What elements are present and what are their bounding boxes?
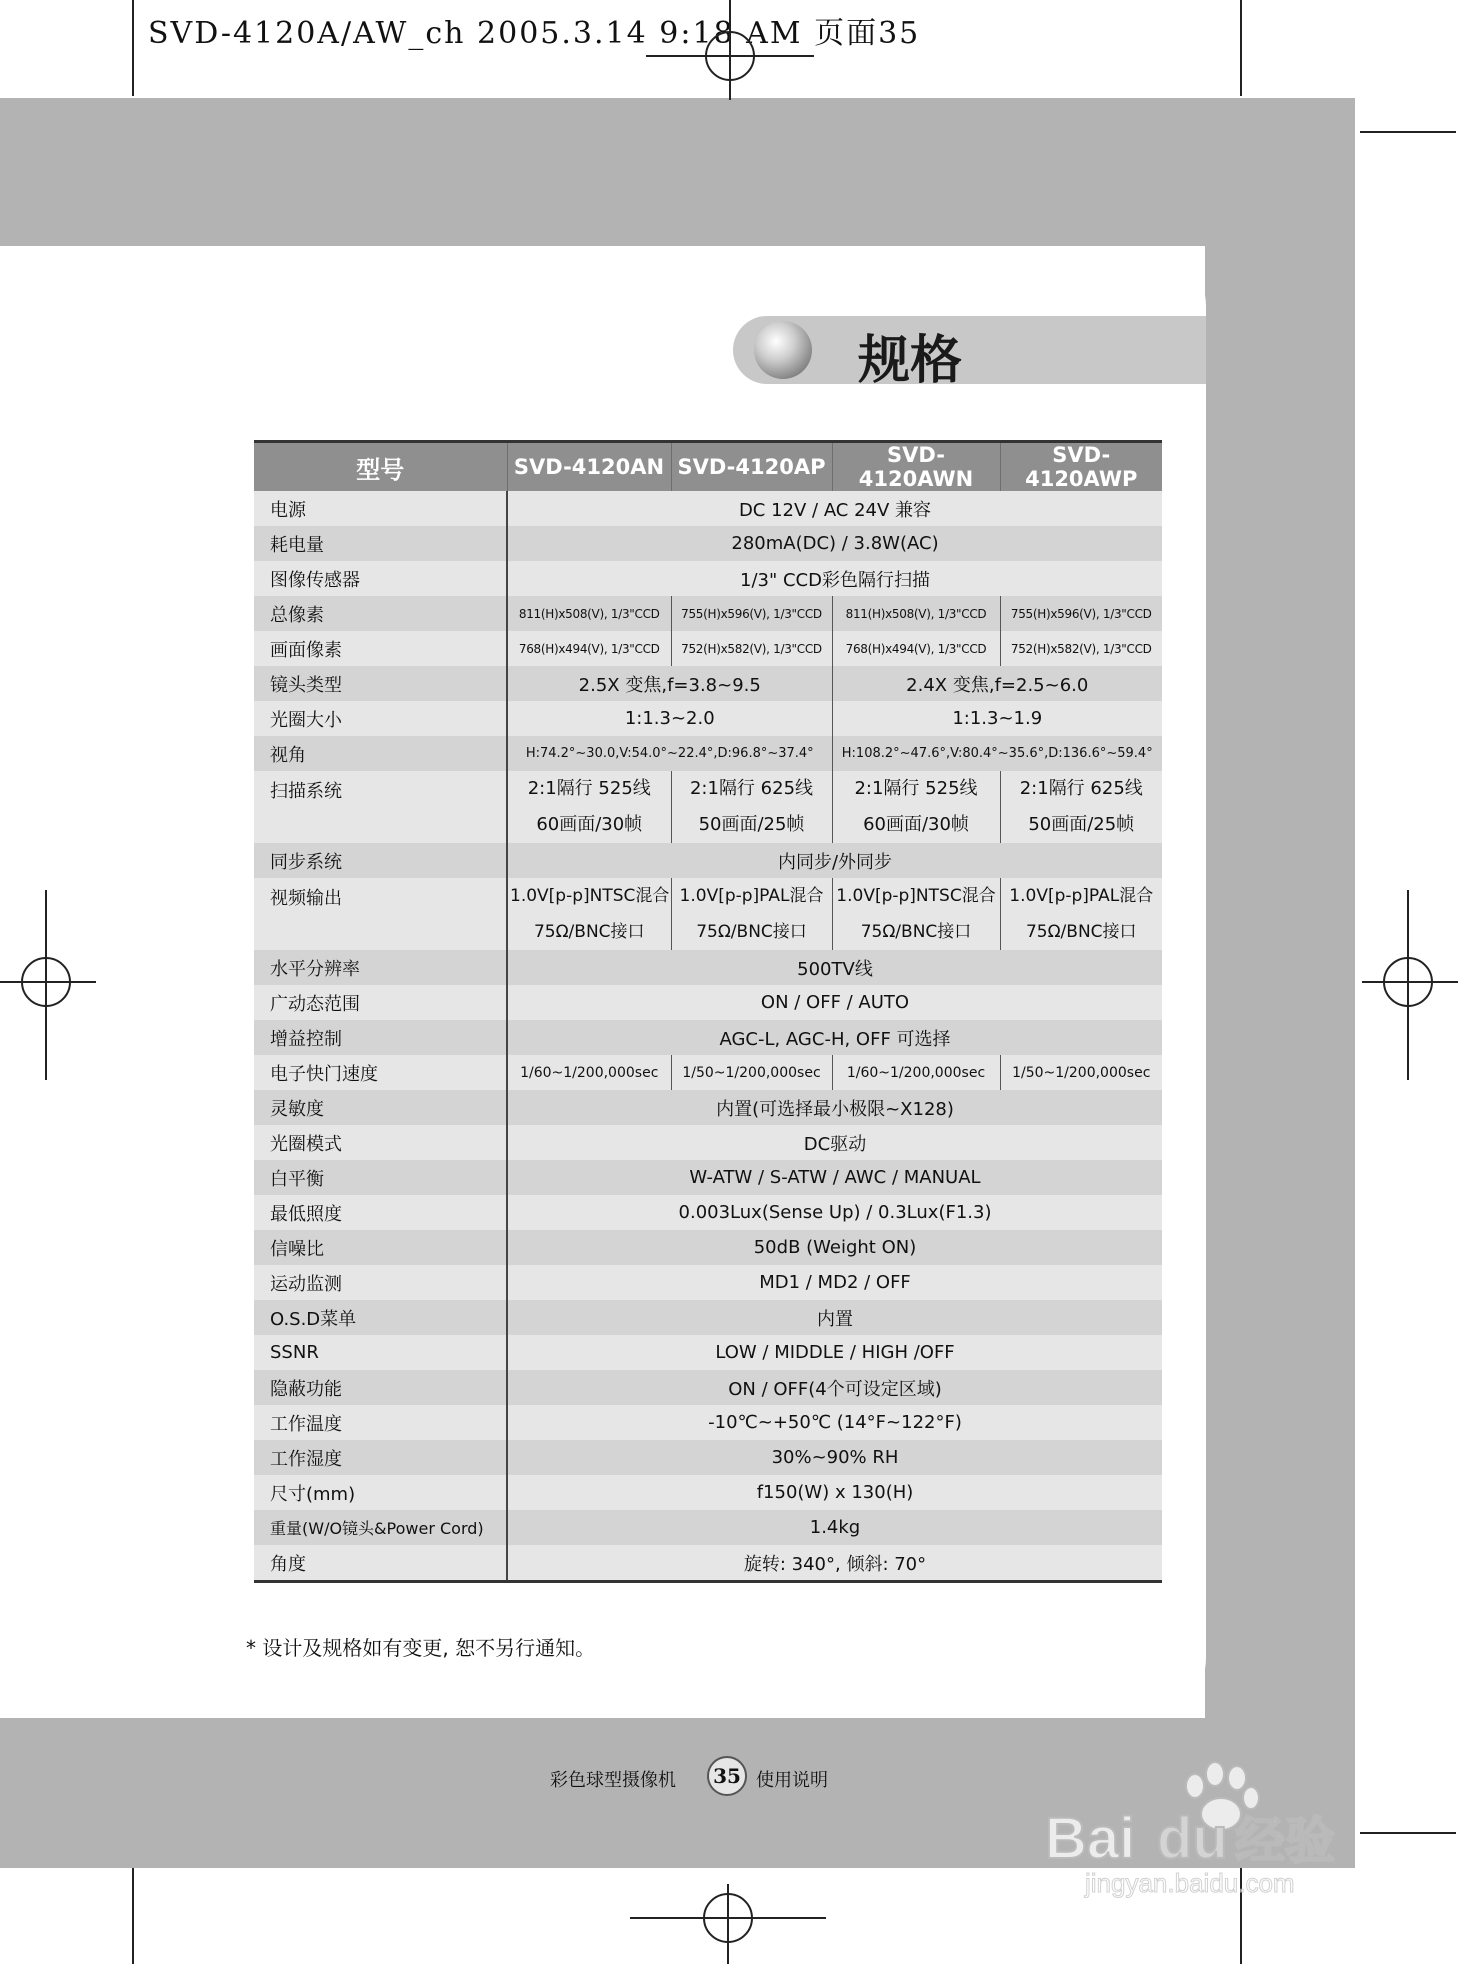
row-label: 尺寸(mm): [254, 1475, 507, 1510]
row-value-cell: [1000, 771, 1162, 843]
row-value-cell: [507, 878, 671, 950]
row-label: 工作温度: [254, 1405, 507, 1440]
row-value: 2:1隔行 625线: [689, 778, 814, 799]
header-svd-4120awp: SVD-4120AWP: [1000, 442, 1162, 492]
row-value: 0.003Lux(Sense Up) / 0.3Lux(F1.3): [507, 1195, 1162, 1230]
row-label: 增益控制: [254, 1020, 507, 1055]
row-label: 信噪比: [254, 1230, 507, 1265]
table-row: [254, 1510, 1162, 1545]
row-value: W-ATW / S-ATW / AWC / MANUAL: [507, 1160, 1162, 1195]
table-header-row: [254, 442, 1162, 492]
watermark-du: du: [1157, 1806, 1228, 1871]
row-value: 1.0V[p-p]PAL混合: [679, 886, 824, 906]
row-label: 隐蔽功能: [254, 1370, 507, 1405]
row-value: H:74.2°~30.0,V:54.0°~22.4°,D:96.8°~37.4°: [507, 736, 832, 771]
row-value: 75Ω/BNC接口: [860, 922, 972, 942]
table-row: [254, 1230, 1162, 1265]
row-value: AGC-L, AGC-H, OFF 可选择: [507, 1020, 1162, 1055]
row-label: 同步系统: [254, 843, 507, 878]
row-value: 60画面/30帧: [863, 814, 969, 835]
row-value: 30%~90% RH: [507, 1440, 1162, 1475]
table-row: [254, 631, 1162, 666]
row-value: 内同步/外同步: [507, 843, 1162, 878]
row-value: ON / OFF(4个可设定区域): [507, 1370, 1162, 1405]
row-label: 扫描系统: [254, 771, 507, 843]
row-value: 752(H)x582(V), 1/3"CCD: [671, 631, 832, 666]
row-label: 广动态范围: [254, 985, 507, 1020]
row-label: 水平分辨率: [254, 950, 507, 985]
row-value: 1.4kg: [507, 1510, 1162, 1545]
table-row: [254, 1125, 1162, 1160]
registration-target-top: [646, 0, 814, 120]
row-value: 752(H)x582(V), 1/3"CCD: [1000, 631, 1162, 666]
row-value-cell: [671, 878, 832, 950]
row-value: 50画面/25帧: [698, 814, 805, 835]
sphere-icon: [754, 321, 812, 379]
page-number-badge: 35: [707, 1756, 747, 1796]
table-row: [254, 1020, 1162, 1055]
table-row: [254, 950, 1162, 985]
row-value: 1/3" CCD彩色隔行扫描: [507, 561, 1162, 596]
row-value: 2:1隔行 625线: [1019, 778, 1143, 799]
row-value: 755(H)x596(V), 1/3"CCD: [1000, 596, 1162, 631]
spec-table: [254, 440, 1162, 1583]
row-value: 2:1隔行 525线: [527, 778, 651, 799]
page-title: 规格: [858, 331, 963, 391]
row-value: 75Ω/BNC接口: [533, 922, 645, 942]
row-value: LOW / MIDDLE / HIGH /OFF: [507, 1335, 1162, 1370]
table-row: [254, 1370, 1162, 1405]
row-value: 1/50~1/200,000sec: [671, 1055, 832, 1090]
row-label: 电源: [254, 491, 507, 526]
table-row: [254, 1160, 1162, 1195]
row-label: 重量(W/O镜头&Power Cord): [254, 1510, 507, 1545]
row-label: 视角: [254, 736, 507, 771]
row-label: 总像素: [254, 596, 507, 631]
row-value-cell: [507, 771, 671, 843]
baidu-watermark: [1045, 1740, 1385, 1900]
row-label: 白平衡: [254, 1160, 507, 1195]
row-value: H:108.2°~47.6°,V:80.4°~35.6°,D:136.6°~59.4°: [832, 736, 1162, 771]
table-row: [254, 526, 1162, 561]
row-value: 75Ω/BNC接口: [696, 922, 807, 942]
table-row: [254, 1545, 1162, 1582]
header-svd-4120ap: SVD-4120AP: [671, 442, 832, 492]
row-value: 2.5X 变焦,f=3.8~9.5: [507, 666, 832, 701]
crop-mark: [132, 0, 134, 96]
row-value: 500TV线: [507, 950, 1162, 985]
header-model: 型号: [254, 442, 507, 492]
row-value: 768(H)x494(V), 1/3"CCD: [507, 631, 671, 666]
row-label: 画面像素: [254, 631, 507, 666]
row-label: 最低照度: [254, 1195, 507, 1230]
row-value: 768(H)x494(V), 1/3"CCD: [832, 631, 1000, 666]
crop-mark: [1360, 131, 1456, 133]
footer-manual-label: 使用说明: [756, 1770, 828, 1791]
row-value: DC驱动: [507, 1125, 1162, 1160]
row-value: 280mA(DC) / 3.8W(AC): [507, 526, 1162, 561]
header-svd-4120awn: SVD-4120AWN: [832, 442, 1000, 492]
table-row: [254, 701, 1162, 736]
header-svd-4120an: SVD-4120AN: [507, 442, 671, 492]
row-value: -10℃~+50℃ (14°F~122°F): [507, 1405, 1162, 1440]
row-value-cell: [832, 878, 1000, 950]
table-row: [254, 491, 1162, 526]
row-value: 1.0V[p-p]NTSC混合: [836, 886, 996, 906]
table-row: [254, 1195, 1162, 1230]
watermark-jingyan: 经验: [1235, 1812, 1335, 1870]
row-label: 运动监测: [254, 1265, 507, 1300]
table-row: [254, 1335, 1162, 1370]
row-value: 1:1.3~1.9: [832, 701, 1162, 736]
row-label: 灵敏度: [254, 1090, 507, 1125]
row-value: 811(H)x508(V), 1/3"CCD: [507, 596, 671, 631]
footnote: * 设计及规格如有变更, 恕不另行通知。: [246, 1636, 596, 1660]
footer-product-name: 彩色球型摄像机: [550, 1770, 676, 1791]
row-value: 50dB (Weight ON): [507, 1230, 1162, 1265]
row-value: MD1 / MD2 / OFF: [507, 1265, 1162, 1300]
row-label: 镜头类型: [254, 666, 507, 701]
row-value-cell: [1000, 878, 1162, 950]
row-value: 1.0V[p-p]PAL混合: [1009, 886, 1154, 906]
row-label: 耗电量: [254, 526, 507, 561]
row-label: 光圈大小: [254, 701, 507, 736]
table-row: [254, 1475, 1162, 1510]
row-value: 75Ω/BNC接口: [1025, 922, 1137, 942]
row-value: 1.0V[p-p]NTSC混合: [510, 886, 670, 906]
table-row: [254, 878, 1162, 950]
row-value: 1/60~1/200,000sec: [507, 1055, 671, 1090]
table-row: [254, 985, 1162, 1020]
watermark-bai: Bai: [1045, 1806, 1136, 1871]
row-label: SSNR: [254, 1335, 507, 1370]
table-row: [254, 1265, 1162, 1300]
table-row: [254, 1055, 1162, 1090]
table-row: [254, 771, 1162, 843]
row-value: 2.4X 变焦,f=2.5~6.0: [832, 666, 1162, 701]
table-row: [254, 1440, 1162, 1475]
registration-target-left: [0, 890, 100, 1080]
row-value: f150(W) x 130(H): [507, 1475, 1162, 1510]
row-value: 60画面/30帧: [536, 814, 643, 835]
table-row: [254, 1090, 1162, 1125]
row-label: 图像传感器: [254, 561, 507, 596]
table-row: [254, 736, 1162, 771]
row-label: 视频输出: [254, 878, 507, 950]
table-row: [254, 596, 1162, 631]
row-value: 1/50~1/200,000sec: [1000, 1055, 1162, 1090]
registration-target-right: [1362, 890, 1462, 1080]
row-value: 内置: [507, 1300, 1162, 1335]
table-row: [254, 666, 1162, 701]
row-value-cell: [671, 771, 832, 843]
row-value: 1/60~1/200,000sec: [832, 1055, 1000, 1090]
table-row: [254, 561, 1162, 596]
gray-right-strip: [1205, 98, 1355, 1868]
row-value: 755(H)x596(V), 1/3"CCD: [671, 596, 832, 631]
header-slug: SVD-4120A/AW_ch 2005.3.14 9:18 AM 页面35: [148, 16, 921, 51]
row-value: 811(H)x508(V), 1/3"CCD: [832, 596, 1000, 631]
row-label: 角度: [254, 1545, 507, 1582]
registration-target-bottom: [630, 1884, 830, 1964]
table-row: [254, 843, 1162, 878]
row-value: 内置(可选择最小极限~X128): [507, 1090, 1162, 1125]
row-value: ON / OFF / AUTO: [507, 985, 1162, 1020]
row-label: 电子快门速度: [254, 1055, 507, 1090]
gray-band-top: [0, 98, 1355, 246]
table-row: [254, 1300, 1162, 1335]
row-value: 50画面/25帧: [1028, 814, 1135, 835]
row-label: 光圈模式: [254, 1125, 507, 1160]
row-value: DC 12V / AC 24V 兼容: [507, 491, 1162, 526]
row-value: 2:1隔行 525线: [854, 778, 978, 799]
crop-mark: [132, 1868, 134, 1964]
row-value-cell: [832, 771, 1000, 843]
watermark-url: jingyan.baidu.com: [1085, 1868, 1295, 1898]
row-label: O.S.D菜单: [254, 1300, 507, 1335]
row-value: 1:1.3~2.0: [507, 701, 832, 736]
crop-mark: [1240, 0, 1242, 96]
row-value: 旋转: 340°, 倾斜: 70°: [507, 1545, 1162, 1582]
table-row: [254, 1405, 1162, 1440]
row-label: 工作湿度: [254, 1440, 507, 1475]
